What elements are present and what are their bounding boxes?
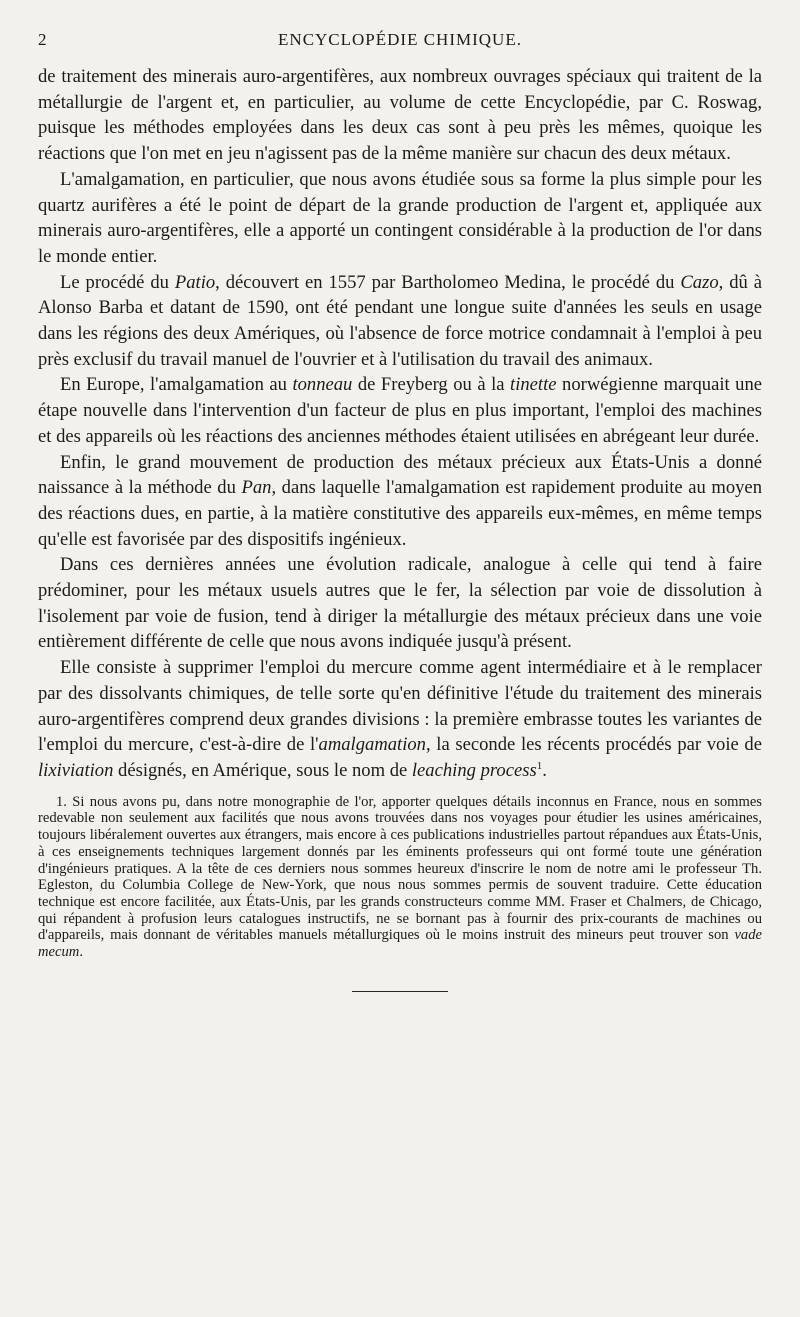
italic-term: amalgamation <box>318 734 426 756</box>
text-run: Enfin, le grand mouvement de production des métaux précieux aux États-Unis a donné naissance à la méthode du <box>38 451 762 499</box>
italic-term: Patio <box>174 271 216 293</box>
paragraph <box>38 372 762 449</box>
text-run: désignés, en Amérique, sous le nom de <box>113 759 412 781</box>
body-text <box>38 64 762 784</box>
footnote <box>38 794 762 961</box>
text-run: L'amalgamation, en particulier, que nous avons étudiée sous sa forme la plus simple pour les quartz aurifères a été le point de départ de la grande production de l'argent et, appliquée aux minerais auro-argentifères, elle a apporté un contingent considérable à la production de l'or dans le monde entier. <box>38 168 762 267</box>
text-run: de Freyberg ou à la <box>352 374 511 396</box>
paragraph <box>38 450 762 553</box>
text-run: , la seconde les récents procédés par voie de <box>425 734 762 756</box>
text-run: Dans ces dernières années une évolution radicale, analogue à celle qui tend à faire prédominer, pour les métaux usuels autres que le fer, la sélection par voie de dissolution à l'isolement par voie de fusion, tend à diriger la métallurgie des métaux précieux dans une voie entièrement différente de celle que nous avons indiquée jusqu'à présent. <box>38 554 762 653</box>
text-run: Elle consiste à supprimer l'emploi du mercure comme agent intermédiaire et à le remplacer par des dissolvants chimiques, de telle sorte qu'en définitive l'étude du traitement des minerais auro-argentifères comprend deux grandes divisions : la première embrasse toutes les variantes de l'emploi du mercure, c'est-à-dire de l' <box>38 657 762 756</box>
text-run: de traitement des minerais auro-argentifères, aux nombreux ouvrages spéciaux qui traitent de la métallurgie de l'argent et, en particulier, au volume de cette Encyclopédie, par C. Roswag, puisque les méthodes employées dans les deux cas sont à peu près les mêmes, quoique les réactions que l'on met en jeu n'agissent pas de la même manière sur chacun des deux métaux. <box>38 66 762 165</box>
italic-term: vade mecum <box>38 927 762 961</box>
text-run: En Europe, l'amalgamation au <box>60 374 293 396</box>
italic-term: leaching process <box>411 759 537 781</box>
paragraph <box>38 270 762 373</box>
paragraph <box>38 167 762 270</box>
text-run: 1. Si nous avons pu, dans notre monographie de l'or, apporter quelques détails inconnus en France, nous en sommes redevable non seulement aux facilités que nous avons trouvées dans nos voyages pour étudier les usines américaines, toujours libéralement ouvertes aux étrangers, mais encore à ces publications industrielles partout répandues aux États-Unis, à ces enseignements techniques largement donnés par les éminents professeurs qui ont formé toute une génération d'ingénieurs pratiques. A la tête de ces derniers nous sommes heureux d'inscrire le nom de notre ami le professeur Th. Egleston, du Columbia College de New-York, que nous nous sommes permis de souvent traduire. Cette éducation technique est encore facilitée, aux États-Unis, par les grands constructeurs comme MM. Fraser et Chalmers, de Chicago, qui répandent à profusion leurs catalogues instructifs, ne se bornant pas à fournir des prix-courants de machines ou d'appareils, mais donnant de véritables manuels métallurgiques où le moins instruit des mineurs peut trouver son <box>38 793 762 944</box>
running-title: ENCYCLOPÉDIE CHIMIQUE. <box>278 30 522 49</box>
italic-term: tinette <box>510 374 557 396</box>
page-number: 2 <box>38 30 48 49</box>
text-run: , découvert en 1557 par Bartholomeo Medina, le procédé du <box>215 271 681 293</box>
paragraph <box>38 655 762 784</box>
italic-term: lixiviation <box>38 759 114 781</box>
paragraph <box>38 64 762 167</box>
text-run: Le procédé du <box>60 271 175 293</box>
bottom-rule <box>352 991 448 992</box>
footnote-marker: 1 <box>536 759 543 772</box>
italic-term: Cazo <box>680 271 719 293</box>
text-run: . <box>79 944 83 961</box>
paragraph <box>38 552 762 655</box>
footnotes <box>38 794 762 961</box>
text-run: norwégienne marquait une étape nouvelle dans l'intervention d'un facteur de plus en plus important, l'emploi des machines et des appareils où les réactions des anciennes méthodes étaient utilisées en abrégeant leur durée. <box>38 374 763 447</box>
italic-term: tonneau <box>292 374 353 396</box>
text-run: . <box>542 759 547 781</box>
text-run: , dû à Alonso Barba et datant de 1590, ont été pendant une longue suite d'années les seuls en usage dans les régions des deux Amériques, où l'absence de force motrice condamnait à l'emploi à peu près exclusif du travail manuel de l'ouvrier et à l'utilisation du travail des animaux. <box>38 271 763 370</box>
text-run: , dans laquelle l'amalgamation est rapidement produite au moyen des réactions dues, en partie, à la matière constitutive des appareils eux-mêmes, en même temps qu'elle est favorisée par des dispositifs ingénieux. <box>38 477 762 550</box>
page-header <box>38 24 762 58</box>
italic-term: Pan <box>241 477 272 499</box>
